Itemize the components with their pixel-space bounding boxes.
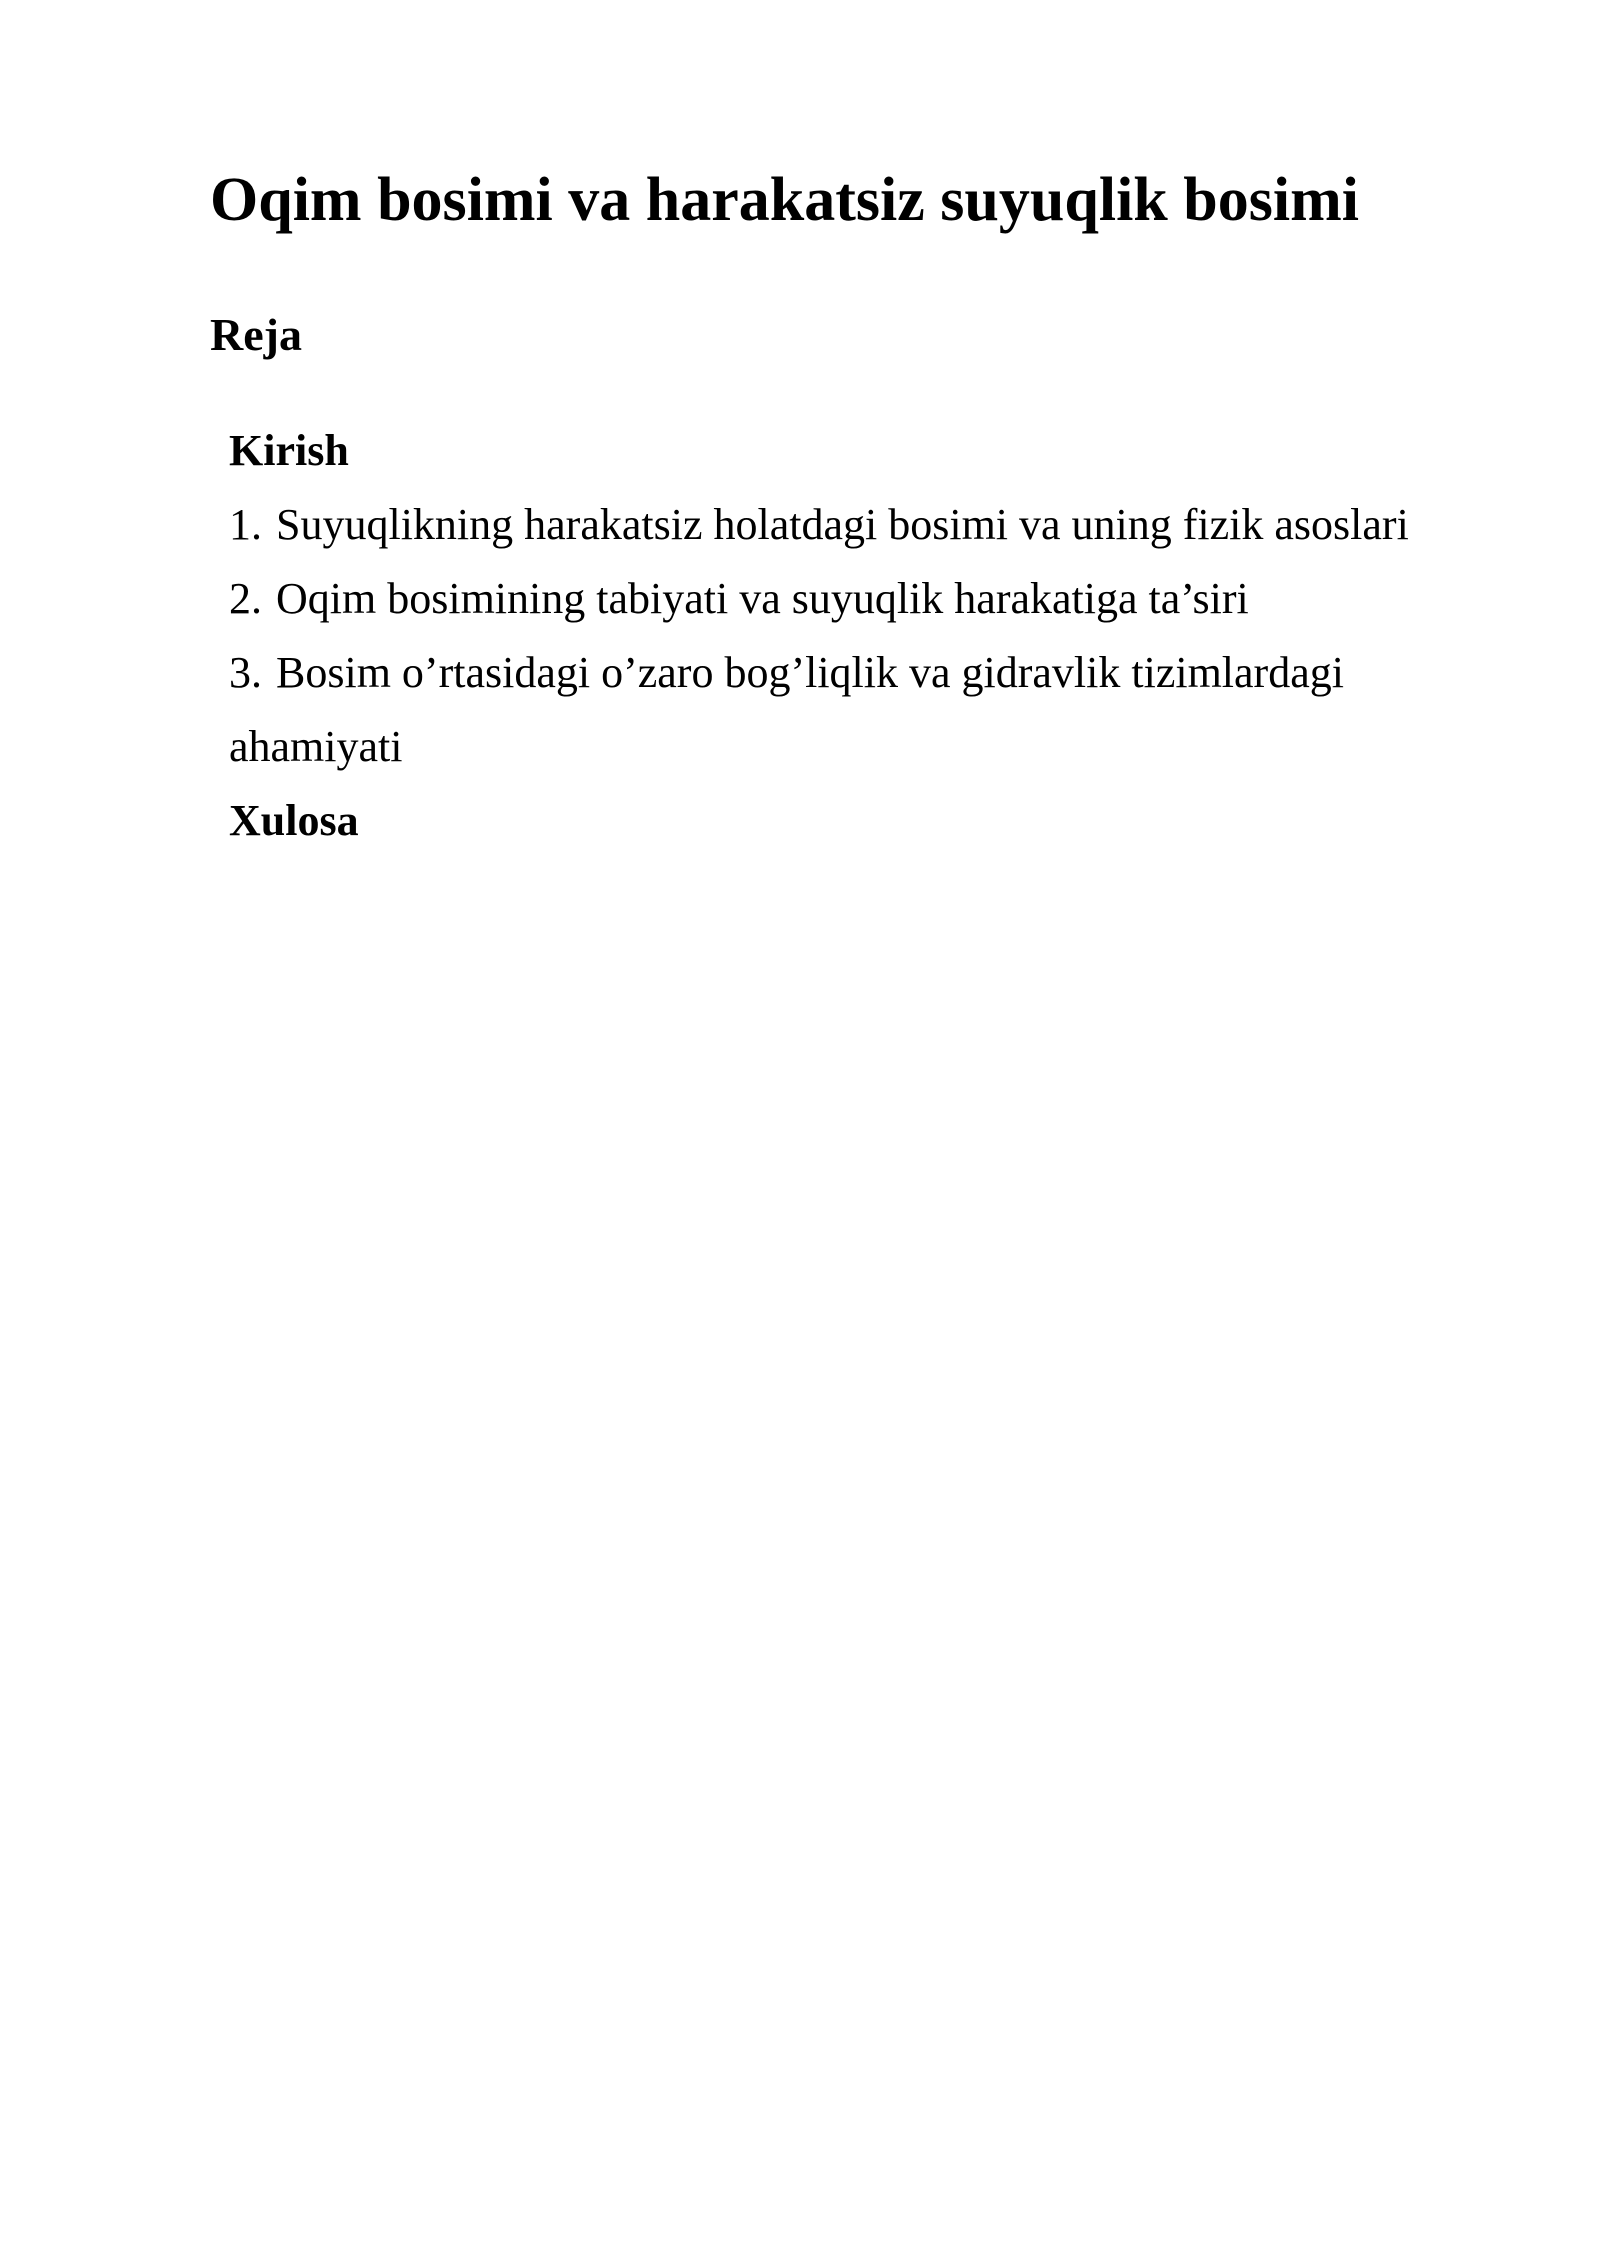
plan-item-text: Bosim o’rtasidagi o’zaro bog’liqlik va gidravlik tizimlardagi ahamiyati: [229, 648, 1344, 771]
plan-item-text: Suyuqlikning harakatsiz holatdagi bosimi va uning fizik asoslari: [276, 500, 1409, 549]
plan-outline: [229, 414, 1489, 858]
plan-list: [229, 488, 1489, 784]
plan-item-3: [229, 636, 1489, 784]
plan-intro: Kirish: [229, 426, 349, 475]
plan-item-number: 2.: [229, 574, 262, 623]
plan-item-number: 1.: [229, 500, 262, 549]
plan-heading: Reja: [210, 309, 302, 360]
plan-conclusion: Xulosa: [229, 796, 359, 845]
document-title: Oqim bosimi va harakatsiz suyuqlik bosimi: [210, 166, 1359, 234]
plan-item-2: [229, 562, 1489, 636]
plan-item-1: [229, 488, 1489, 562]
plan-item-text: Oqim bosimining tabiyati va suyuqlik harakatiga ta’siri: [276, 574, 1249, 623]
plan-item-number: 3.: [229, 648, 262, 697]
